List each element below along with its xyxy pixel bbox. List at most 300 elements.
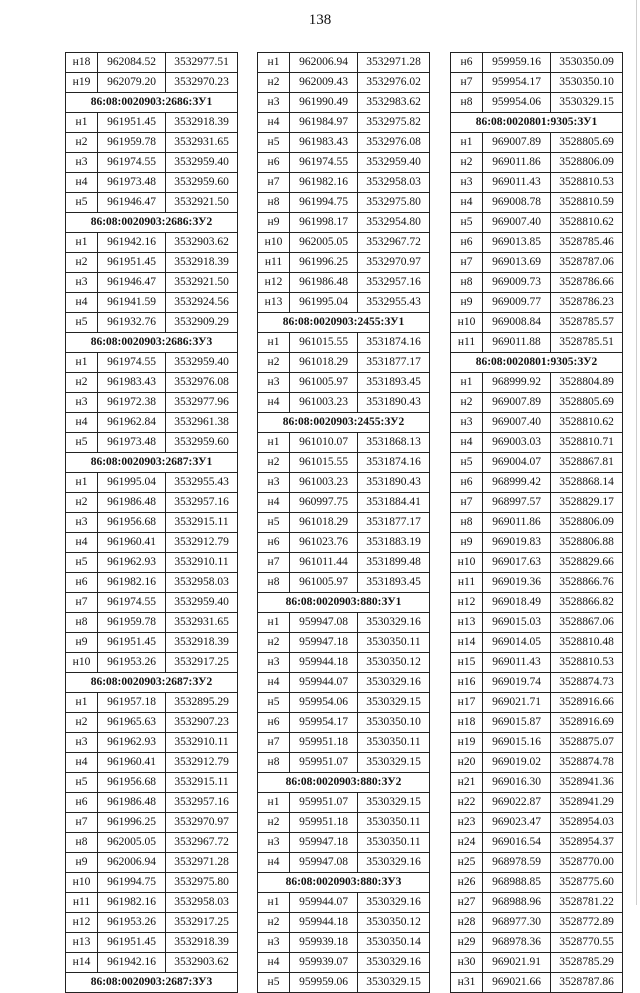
point-label: н5 [66, 433, 98, 453]
table-row [66, 73, 238, 93]
table-row [66, 253, 238, 273]
y-coordinate: 3528916.69 [551, 713, 623, 733]
x-coordinate: 969015.03 [483, 613, 551, 633]
y-coordinate: 3532970.23 [166, 73, 238, 93]
point-label: н2 [258, 73, 290, 93]
y-coordinate: 3528772.89 [551, 913, 623, 933]
table-row [258, 353, 430, 373]
table-row [66, 433, 238, 453]
x-coordinate: 961986.48 [290, 273, 358, 293]
table-row [258, 193, 430, 213]
point-label: н4 [66, 413, 98, 433]
y-coordinate: 3531890.43 [358, 393, 430, 413]
table-row [258, 433, 430, 453]
point-label: н7 [451, 253, 483, 273]
table-row [451, 433, 623, 453]
x-coordinate: 969009.73 [483, 273, 551, 293]
x-coordinate: 962006.94 [98, 853, 166, 873]
table-row [66, 553, 238, 573]
x-coordinate: 969011.43 [483, 173, 551, 193]
table-row [66, 493, 238, 513]
point-label: н9 [258, 213, 290, 233]
table-row [66, 633, 238, 653]
table-row [66, 373, 238, 393]
point-label: н7 [258, 733, 290, 753]
y-coordinate: 3532917.25 [166, 913, 238, 933]
coordinate-tables [65, 52, 633, 988]
y-coordinate: 3528810.48 [551, 633, 623, 653]
x-coordinate: 961960.41 [98, 533, 166, 553]
point-label: н3 [66, 393, 98, 413]
y-coordinate: 3528806.09 [551, 513, 623, 533]
point-label: н27 [451, 893, 483, 913]
y-coordinate: 3530329.15 [358, 793, 430, 813]
y-coordinate: 3532903.62 [166, 233, 238, 253]
x-coordinate: 969021.71 [483, 693, 551, 713]
x-coordinate: 961942.16 [98, 953, 166, 973]
table-row [451, 373, 623, 393]
point-label: н4 [66, 293, 98, 313]
section-header-row [258, 413, 430, 433]
point-label: н9 [451, 533, 483, 553]
x-coordinate: 961982.16 [98, 573, 166, 593]
y-coordinate: 3531877.17 [358, 353, 430, 373]
section-header-row [66, 333, 238, 353]
point-label: н1 [258, 333, 290, 353]
point-label: н6 [66, 793, 98, 813]
x-coordinate: 969007.89 [483, 393, 551, 413]
y-coordinate: 3528810.62 [551, 213, 623, 233]
table-row [451, 713, 623, 733]
y-coordinate: 3528770.00 [551, 853, 623, 873]
y-coordinate: 3528785.51 [551, 333, 623, 353]
section-header: 86:08:0020903:2687:ЗУ1 [66, 453, 238, 473]
table-row [451, 753, 623, 773]
table-row [258, 513, 430, 533]
point-label: н19 [66, 73, 98, 93]
point-label: н10 [66, 653, 98, 673]
x-coordinate: 969019.74 [483, 673, 551, 693]
x-coordinate: 969004.07 [483, 453, 551, 473]
x-coordinate: 959954.06 [290, 693, 358, 713]
section-header: 86:08:0020903:2686:ЗУ2 [66, 213, 238, 233]
table-row [451, 233, 623, 253]
table-row [258, 613, 430, 633]
x-coordinate: 961005.97 [290, 573, 358, 593]
table-row [66, 933, 238, 953]
table-row [66, 193, 238, 213]
section-header: 86:08:0020903:2686:ЗУ1 [66, 93, 238, 113]
point-label: н17 [451, 693, 483, 713]
x-coordinate: 961974.55 [98, 593, 166, 613]
y-coordinate: 3530329.16 [358, 673, 430, 693]
point-label: н1 [258, 433, 290, 453]
x-coordinate: 959951.07 [290, 753, 358, 773]
point-label: н9 [66, 853, 98, 873]
x-coordinate: 969022.87 [483, 793, 551, 813]
y-coordinate: 3531890.43 [358, 473, 430, 493]
y-coordinate: 3528874.78 [551, 753, 623, 773]
table-row [451, 393, 623, 413]
table-row [66, 233, 238, 253]
x-coordinate: 968978.59 [483, 853, 551, 873]
point-label: н2 [66, 373, 98, 393]
x-coordinate: 961962.93 [98, 553, 166, 573]
point-label: н5 [258, 513, 290, 533]
x-coordinate: 962079.20 [98, 73, 166, 93]
point-label: н18 [66, 53, 98, 73]
x-coordinate: 961932.76 [98, 313, 166, 333]
y-coordinate: 3528810.62 [551, 413, 623, 433]
y-coordinate: 3532924.56 [166, 293, 238, 313]
point-label: н6 [451, 233, 483, 253]
x-coordinate: 961974.55 [98, 153, 166, 173]
section-header-row [258, 873, 430, 893]
section-header: 86:08:0020903:2686:ЗУ3 [66, 333, 238, 353]
y-coordinate: 3531893.45 [358, 573, 430, 593]
table-row [66, 733, 238, 753]
point-label: н1 [258, 893, 290, 913]
table-row [258, 633, 430, 653]
section-header: 86:08:0020903:880:ЗУ3 [258, 873, 430, 893]
point-label: н9 [451, 293, 483, 313]
point-label: н2 [66, 493, 98, 513]
y-coordinate: 3532961.38 [166, 413, 238, 433]
section-header-row [66, 453, 238, 473]
x-coordinate: 959944.07 [290, 893, 358, 913]
y-coordinate: 3532918.39 [166, 933, 238, 953]
section-header: 86:08:0020801:9305:ЗУ2 [451, 353, 623, 373]
y-coordinate: 3532977.96 [166, 393, 238, 413]
x-coordinate: 961996.25 [290, 253, 358, 273]
table-row [451, 973, 623, 993]
x-coordinate: 961962.84 [98, 413, 166, 433]
point-label: н11 [451, 333, 483, 353]
y-coordinate: 3532918.39 [166, 633, 238, 653]
x-coordinate: 961951.45 [98, 933, 166, 953]
point-label: н15 [451, 653, 483, 673]
point-label: н7 [258, 173, 290, 193]
x-coordinate: 959951.18 [290, 813, 358, 833]
section-header: 86:08:0020903:2687:ЗУ2 [66, 673, 238, 693]
point-label: н5 [258, 693, 290, 713]
table-row [451, 833, 623, 853]
table-row [66, 593, 238, 613]
point-label: н18 [451, 713, 483, 733]
x-coordinate: 969019.02 [483, 753, 551, 773]
table-row [66, 473, 238, 493]
table-row [451, 953, 623, 973]
section-header-row [451, 113, 623, 133]
table-row [451, 873, 623, 893]
x-coordinate: 959947.08 [290, 613, 358, 633]
table-row [258, 473, 430, 493]
y-coordinate: 3530329.16 [358, 613, 430, 633]
point-label: н3 [258, 933, 290, 953]
y-coordinate: 3532921.50 [166, 193, 238, 213]
point-label: н5 [66, 773, 98, 793]
table-row [258, 933, 430, 953]
table-row [451, 513, 623, 533]
y-coordinate: 3532895.29 [166, 693, 238, 713]
y-coordinate: 3530329.16 [358, 853, 430, 873]
table-row [451, 653, 623, 673]
x-coordinate: 961995.04 [290, 293, 358, 313]
point-label: н4 [66, 533, 98, 553]
y-coordinate: 3532975.80 [358, 193, 430, 213]
y-coordinate: 3532975.82 [358, 113, 430, 133]
y-coordinate: 3532954.80 [358, 213, 430, 233]
table-row [451, 733, 623, 753]
x-coordinate: 968999.92 [483, 373, 551, 393]
point-label: н7 [451, 73, 483, 93]
point-label: н8 [258, 753, 290, 773]
point-label: н10 [258, 233, 290, 253]
y-coordinate: 3532957.16 [166, 493, 238, 513]
y-coordinate: 3532912.79 [166, 753, 238, 773]
y-coordinate: 3528875.07 [551, 733, 623, 753]
point-label: н28 [451, 913, 483, 933]
y-coordinate: 3532959.40 [166, 593, 238, 613]
point-label: н3 [66, 273, 98, 293]
table-row [258, 793, 430, 813]
table-row [258, 113, 430, 133]
point-label: н5 [66, 313, 98, 333]
table-row [258, 713, 430, 733]
x-coordinate: 969009.77 [483, 293, 551, 313]
x-coordinate: 960997.75 [290, 493, 358, 513]
x-coordinate: 959954.17 [290, 713, 358, 733]
point-label: н11 [258, 253, 290, 273]
table-row [258, 93, 430, 113]
x-coordinate: 962005.05 [98, 833, 166, 853]
point-label: н8 [451, 273, 483, 293]
table-row [451, 313, 623, 333]
y-coordinate: 3532971.28 [358, 53, 430, 73]
y-coordinate: 3528786.23 [551, 293, 623, 313]
y-coordinate: 3528810.53 [551, 173, 623, 193]
table-row [258, 273, 430, 293]
x-coordinate: 961011.44 [290, 553, 358, 573]
x-coordinate: 959959.06 [290, 973, 358, 993]
section-header: 86:08:0020903:2455:ЗУ1 [258, 313, 430, 333]
table-row [66, 53, 238, 73]
point-label: н23 [451, 813, 483, 833]
x-coordinate: 961972.38 [98, 393, 166, 413]
x-coordinate: 961983.43 [98, 373, 166, 393]
table-row [451, 573, 623, 593]
point-label: н1 [66, 233, 98, 253]
point-label: н10 [451, 553, 483, 573]
point-label: н16 [451, 673, 483, 693]
x-coordinate: 959944.07 [290, 673, 358, 693]
table-row [451, 593, 623, 613]
x-coordinate: 969007.40 [483, 213, 551, 233]
point-label: н8 [258, 573, 290, 593]
point-label: н8 [66, 833, 98, 853]
table-row [66, 313, 238, 333]
table-row [66, 853, 238, 873]
x-coordinate: 961996.25 [98, 813, 166, 833]
table-row [451, 153, 623, 173]
point-label: н1 [66, 693, 98, 713]
x-coordinate: 969021.66 [483, 973, 551, 993]
x-coordinate: 969011.86 [483, 153, 551, 173]
point-label: н5 [451, 213, 483, 233]
y-coordinate: 3532912.79 [166, 533, 238, 553]
point-label: н4 [258, 953, 290, 973]
table-row [258, 913, 430, 933]
y-coordinate: 3530329.15 [358, 973, 430, 993]
section-header-row [66, 93, 238, 113]
table-row [451, 613, 623, 633]
y-coordinate: 3532975.80 [166, 873, 238, 893]
table-row [451, 133, 623, 153]
table-row [451, 853, 623, 873]
x-coordinate: 969008.84 [483, 313, 551, 333]
point-label: н31 [451, 973, 483, 993]
table-row [258, 693, 430, 713]
table-row [66, 953, 238, 973]
y-coordinate: 3528954.37 [551, 833, 623, 853]
y-coordinate: 3531868.13 [358, 433, 430, 453]
x-coordinate: 969018.49 [483, 593, 551, 613]
point-label: н19 [451, 733, 483, 753]
x-coordinate: 961990.49 [290, 93, 358, 113]
y-coordinate: 3532955.43 [166, 473, 238, 493]
y-coordinate: 3532931.65 [166, 613, 238, 633]
table-row [66, 413, 238, 433]
y-coordinate: 3528806.88 [551, 533, 623, 553]
table-row [66, 113, 238, 133]
point-label: н1 [451, 373, 483, 393]
x-coordinate: 969011.88 [483, 333, 551, 353]
y-coordinate: 3530350.10 [551, 73, 623, 93]
table-row [258, 833, 430, 853]
y-coordinate: 3532915.11 [166, 773, 238, 793]
x-coordinate: 961982.16 [98, 893, 166, 913]
point-label: н4 [258, 853, 290, 873]
x-coordinate: 969016.54 [483, 833, 551, 853]
section-header-row [258, 313, 430, 333]
y-coordinate: 3528785.29 [551, 953, 623, 973]
table-row [258, 293, 430, 313]
point-label: н10 [451, 313, 483, 333]
table-row [451, 193, 623, 213]
y-coordinate: 3528874.73 [551, 673, 623, 693]
x-coordinate: 959951.07 [290, 793, 358, 813]
table-row [258, 813, 430, 833]
x-coordinate: 961962.93 [98, 733, 166, 753]
y-coordinate: 3532976.08 [358, 133, 430, 153]
point-label: н6 [258, 713, 290, 733]
y-coordinate: 3528781.22 [551, 893, 623, 913]
table-row [258, 253, 430, 273]
point-label: н13 [258, 293, 290, 313]
y-coordinate: 3532967.72 [166, 833, 238, 853]
table-row [451, 533, 623, 553]
y-coordinate: 3532909.29 [166, 313, 238, 333]
x-coordinate: 968988.96 [483, 893, 551, 913]
y-coordinate: 3530350.12 [358, 913, 430, 933]
x-coordinate: 961953.26 [98, 913, 166, 933]
table-row [258, 233, 430, 253]
table-row [66, 513, 238, 533]
x-coordinate: 961951.45 [98, 253, 166, 273]
point-label: н2 [258, 453, 290, 473]
point-label: н1 [66, 353, 98, 373]
point-label: н3 [258, 93, 290, 113]
table-row [451, 813, 623, 833]
point-label: н6 [258, 153, 290, 173]
y-coordinate: 3532958.03 [358, 173, 430, 193]
point-label: н22 [451, 793, 483, 813]
y-coordinate: 3532959.60 [166, 173, 238, 193]
x-coordinate: 961959.78 [98, 133, 166, 153]
table-row [66, 533, 238, 553]
point-label: н6 [66, 573, 98, 593]
table-row [451, 473, 623, 493]
point-label: н3 [451, 413, 483, 433]
point-label: н4 [66, 753, 98, 773]
x-coordinate: 969019.36 [483, 573, 551, 593]
y-coordinate: 3531899.48 [358, 553, 430, 573]
y-coordinate: 3532977.51 [166, 53, 238, 73]
point-label: н2 [258, 813, 290, 833]
section-header: 86:08:0020903:880:ЗУ1 [258, 593, 430, 613]
y-coordinate: 3528941.36 [551, 773, 623, 793]
point-label: н13 [66, 933, 98, 953]
point-label: н3 [258, 373, 290, 393]
section-header: 86:08:0020801:9305:ЗУ1 [451, 113, 623, 133]
section-header: 86:08:0020903:2455:ЗУ2 [258, 413, 430, 433]
x-coordinate: 959954.17 [483, 73, 551, 93]
x-coordinate: 969007.40 [483, 413, 551, 433]
x-coordinate: 961965.63 [98, 713, 166, 733]
table-row [451, 253, 623, 273]
x-coordinate: 959939.18 [290, 933, 358, 953]
x-coordinate: 961953.26 [98, 653, 166, 673]
x-coordinate: 961951.45 [98, 113, 166, 133]
point-label: н11 [66, 893, 98, 913]
x-coordinate: 959939.07 [290, 953, 358, 973]
coordinate-table-right [450, 52, 623, 993]
y-coordinate: 3528866.76 [551, 573, 623, 593]
table-row [451, 913, 623, 933]
x-coordinate: 961994.75 [290, 193, 358, 213]
table-row [258, 893, 430, 913]
table-row [66, 353, 238, 373]
point-label: н2 [66, 713, 98, 733]
y-coordinate: 3532921.50 [166, 273, 238, 293]
point-label: н5 [66, 193, 98, 213]
point-label: н12 [258, 273, 290, 293]
point-label: н3 [451, 173, 483, 193]
x-coordinate: 969014.05 [483, 633, 551, 653]
y-coordinate: 3531877.17 [358, 513, 430, 533]
y-coordinate: 3532959.40 [166, 353, 238, 373]
page-edge-line [636, 0, 637, 905]
y-coordinate: 3528810.59 [551, 193, 623, 213]
point-label: н5 [66, 553, 98, 573]
y-coordinate: 3531884.41 [358, 493, 430, 513]
table-row [66, 133, 238, 153]
y-coordinate: 3532918.39 [166, 253, 238, 273]
point-label: н13 [451, 613, 483, 633]
y-coordinate: 3528954.03 [551, 813, 623, 833]
table-row [258, 653, 430, 673]
y-coordinate: 3530329.16 [358, 893, 430, 913]
